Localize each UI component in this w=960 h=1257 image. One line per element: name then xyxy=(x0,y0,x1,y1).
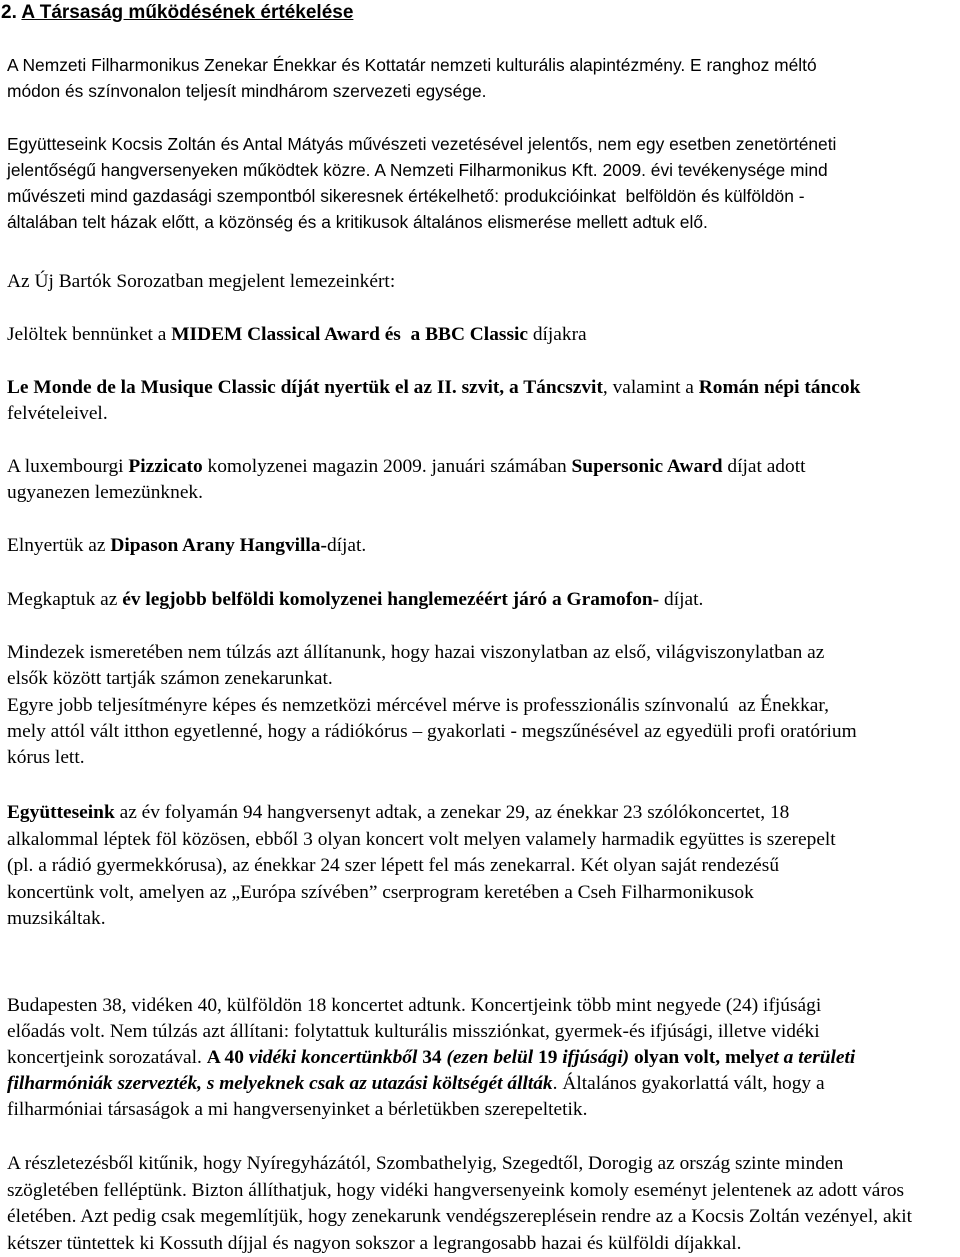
paragraph-venues-line-3: koncertjeink sorozatával. A 40 vidéki koncertünkből 34 (ezen belül 19 ifjúsági) olyan volt, melyet a területi xyxy=(7,1047,856,1068)
paragraph-midem-nomination: Jelöltek bennünket a MIDEM Classical Award és a BBC Classic díjakra xyxy=(7,324,587,345)
paragraph-venues-line-1: Budapesten 38, vidéken 40, külföldön 18 koncertet adtunk. Koncertjeink több mint negyede (24) ifjúsági xyxy=(7,995,822,1016)
paragraph-1-line-1: A Nemzeti Filharmonikus Zenekar Énekkar és Kottatár nemzeti kulturális alapintézmény. E ranghoz méltó xyxy=(7,55,817,75)
paragraph-venues-line-2: előadás volt. Nem túlzás azt állítani: folytattuk kulturális missziónkat, gyermek-és ifjúsági, illetve vidéki xyxy=(7,1021,820,1042)
paragraph-1-line-2: módon és színvonalon teljesít mindhárom szervezeti egysége. xyxy=(7,81,487,101)
paragraph-concerts-line-3: (pl. a rádió gyermekkórusa), az énekkar 24 szer lépett fel más zenekarral. Két olyan saját rendezésű xyxy=(7,855,780,876)
paragraph-nationwide-line-2: szögletében felléptünk. Bizton állíthatjuk, hogy vidéki hangversenyeink komoly eseményt jelentenek az adott város xyxy=(7,1180,905,1201)
paragraph-concerts-line-4: koncertünk volt, amelyen az „Európa szívében” cserprogram keretében a Cseh Filharmonikusok xyxy=(7,882,754,903)
paragraph-2-line-3: művészeti mind gazdasági szempontból sikeresnek értékelhető: produkcióinkat belföldön és külföldön - xyxy=(7,186,805,206)
paragraph-le-monde-line-1: Le Monde de la Musique Classic díját nyertük el az II. szvit, a Táncszvit, valamint a Román népi táncok xyxy=(7,377,861,398)
paragraph-nationwide-line-4: kétszer tüntettek ki Kossuth díjjal és nagyon sokszor a legrangosabb hazai és külföldi díjakkal. xyxy=(7,1233,742,1254)
paragraph-2-line-1: Együtteseink Kocsis Zoltán és Antal Mátyás művészeti vezetésével jelentős, nem egy esetben zenetörténeti xyxy=(7,134,837,154)
paragraph-choir-line-3: kórus lett. xyxy=(7,747,85,768)
section-title: A Társaság működésének értékelése xyxy=(21,2,354,23)
paragraph-ranking-line-1: Mindezek ismeretében nem túlzás azt állítanunk, hogy hazai viszonylatban az első, világviszonylatban az xyxy=(7,642,825,663)
paragraph-2-line-2: jelentőségű hangversenyeken működtek közre. A Nemzeti Filharmonikus Kft. 2009. évi tevékenysége mind xyxy=(7,160,828,180)
paragraph-concerts-line-1: Együtteseink az év folyamán 94 hangversenyt adtak, a zenekar 29, az énekkar 23 szólókoncertet, 18 xyxy=(7,802,790,823)
paragraph-dipason: Elnyertük az Dipason Arany Hangvilla-díjat. xyxy=(7,535,367,556)
paragraph-ranking-line-2: elsők között tartják számon zenekarunkat. xyxy=(7,668,333,689)
paragraph-venues-line-4: filharmóniák szervezték, s melyeknek csak az utazási költségét állták. Általános gyakorlattá vált, hogy a xyxy=(7,1073,825,1094)
paragraph-pizzicato-line-2: ugyanezen lemezünknek. xyxy=(7,482,203,503)
paragraph-pizzicato-line-1: A luxembourgi Pizzicato komolyzenei magazin 2009. januári számában Supersonic Award díjat adott xyxy=(7,456,806,477)
paragraph-bartok-intro: Az Új Bartók Sorozatban megjelent lemezeinkért: xyxy=(7,271,396,292)
paragraph-2-line-4: általában telt házak előtt, a közönség és a kritikusok általános elismerése mellett adtuk elő. xyxy=(7,212,708,232)
paragraph-gramofon: Megkaptuk az év legjobb belföldi komolyzenei hanglemezéért járó a Gramofon- díjat. xyxy=(7,589,704,610)
paragraph-choir-line-1: Egyre jobb teljesítményre képes és nemzetközi mércével mérve is professzionális színvonalú az Énekkar, xyxy=(7,695,829,716)
paragraph-venues-line-5: filharmóniai társaságok a mi hangversenyinket a bérletükben szerepeltetik. xyxy=(7,1099,588,1120)
paragraph-concerts-line-5: muzsikáltak. xyxy=(7,908,106,929)
paragraph-le-monde-line-2: felvételeivel. xyxy=(7,403,108,424)
paragraph-choir-line-2: mely attól vált itthon egyetlenné, hogy a rádiókórus – gyakorlati - megszűnésével az egyedüli profi oratórium xyxy=(7,721,857,742)
section-heading: 2. A Társaság működésének értékelése xyxy=(1,2,354,23)
paragraph-nationwide-line-1: A részletezésből kitűnik, hogy Nyíregyházától, Szombathelyig, Szegedtől, Dorogig az ország szinte minden xyxy=(7,1153,844,1174)
paragraph-nationwide-line-3: életében. Azt pedig csak megemlítjük, hogy zenekarunk vendégszereplésein rendre az a Kocsis Zoltán vezényel, akit xyxy=(7,1206,913,1227)
paragraph-concerts-line-2: alkalommal léptek föl közösen, ebből 3 olyan koncert volt melyen valamely harmadik együttes is szerepelt xyxy=(7,829,836,850)
